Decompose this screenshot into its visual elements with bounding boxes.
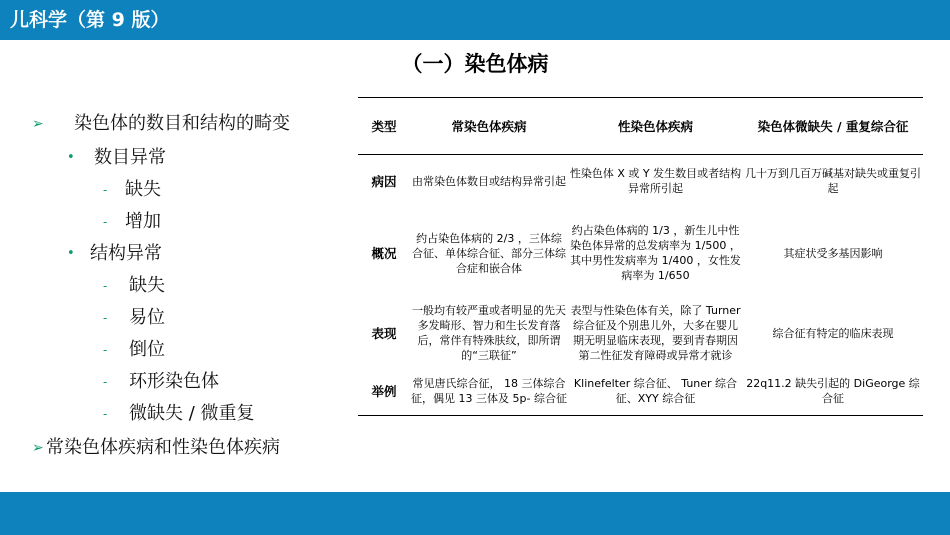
comparison-table [358, 97, 923, 416]
table-cell: 综合征有特定的临床表现 [772, 326, 894, 340]
table-cell: 由常染色体数目或结构异常引起 [412, 174, 566, 188]
table-cell: 表型与性染色体有关，除了 Turner 综合征及个别患儿外，大多在婴儿期无明显临床表现，要到青春期因第二性征发育障碍或异常才就诊 [570, 304, 741, 362]
table-row [358, 367, 923, 416]
table-header-row [358, 98, 923, 155]
dot-bullet-icon: • [67, 150, 75, 165]
dash-bullet-icon: - [103, 183, 108, 197]
slide-title: （一）染色体病 [401, 52, 549, 76]
dash-bullet-icon: - [103, 375, 108, 389]
column-header-microdeletion: 染色体微缺失 / 重复综合征 [743, 98, 923, 155]
table-cell: 22q11.2 缺失引起的 DiGeorge 综合征 [743, 367, 923, 416]
outline-item-structure-abnormality: 结构异常 [90, 243, 162, 264]
dash-bullet-icon: - [103, 407, 108, 421]
table-row [358, 207, 923, 299]
dash-bullet-icon: - [103, 279, 108, 293]
dash-bullet-icon: - [103, 215, 108, 229]
book-title: 儿科学（第 9 版） [10, 9, 170, 31]
table-cell: 其症状受多基因影响 [783, 246, 883, 260]
row-header: 概况 [371, 245, 397, 261]
outline-item-ring-chromosome: 环形染色体 [129, 371, 219, 392]
table-cell: 一般均有较严重或者明显的先天多发畸形、智力和生长发育落后，常伴有特殊肤纹，即所谓的“三联征” [412, 304, 566, 362]
dash-bullet-icon: - [103, 343, 108, 357]
table-cell: 约占染色体病的 2/3 ，三体综合征、单体综合征、部分三体综合症和嵌合体 [412, 231, 566, 275]
arrow-bullet-icon: ➢ [32, 116, 44, 132]
table-cell: Klinefelter 综合征、 Tuner 综合征、XYY 综合征 [568, 367, 743, 416]
outline-item-microdeletion: 微缺失 / 微重复 [129, 403, 255, 424]
table-cell: 性染色体 X 或 Y 发生数目或者结构异常所引起 [569, 167, 742, 195]
outline-item-autosomal-sex-chromosome: 常染色体疾病和性染色体疾病 [46, 437, 280, 458]
outline-item-number-loss: 缺失 [125, 179, 161, 200]
outline-item-number-abnormality: 数目异常 [94, 147, 166, 168]
dash-bullet-icon: - [103, 311, 108, 325]
table-row [358, 299, 923, 367]
column-header-autosomal: 常染色体疾病 [410, 98, 568, 155]
outline-item-number-gain: 增加 [125, 211, 161, 232]
bottom-banner [0, 492, 950, 535]
outline-item-inversion: 倒位 [129, 339, 165, 360]
top-banner [0, 0, 950, 40]
row-header: 举例 [358, 367, 410, 416]
table-cell: 约占染色体病的 1/3 ，新生儿中性染色体异常的总发病率为 1/500 ，其中男性发病率为 1/400 ，女性发病率为 1/650 [570, 224, 741, 282]
table-cell: 常见唐氏综合征， 18 三体综合征，偶见 13 三体及 5p- 综合征 [410, 367, 568, 416]
column-header-type: 类型 [358, 98, 410, 155]
table-row [358, 155, 923, 208]
table-cell: 几十万到几百万碱基对缺失或重复引起 [745, 167, 921, 195]
outline-item-chromosome-aberrations: 染色体的数目和结构的畸变 [74, 113, 290, 134]
outline-item-translocation: 易位 [129, 307, 165, 328]
column-header-sex-chromosome: 性染色体疾病 [568, 98, 743, 155]
arrow-bullet-icon: ➢ [32, 440, 44, 456]
row-header: 病因 [371, 173, 397, 189]
outline-item-deletion: 缺失 [129, 275, 165, 296]
dot-bullet-icon: • [67, 246, 75, 261]
row-header: 表现 [371, 325, 397, 341]
